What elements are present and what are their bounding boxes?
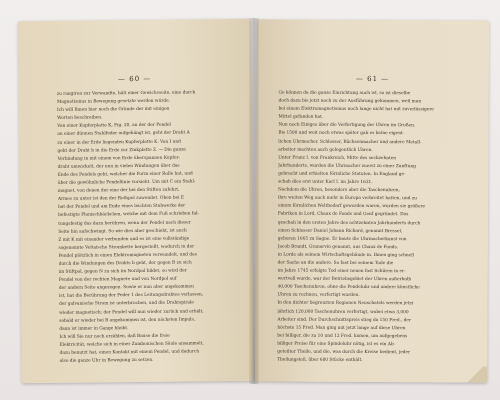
text-line: Magnetismus in Bewegung gesetzte werden würde. (56, 98, 171, 105)
text-line: tungsfestig das dazu berühren, wenn der Pendel nach dieser (58, 219, 191, 227)
text-line: höchste 15 Fred. Man ging mit jetzt lange auf diese Uhren (277, 325, 406, 331)
text-line: geht der Draht b in die Erde zur Zinkplatte Z. — Die ganze (57, 147, 186, 154)
text-line: geboren 1665 zu Sagne. Er baute die Uhrmacherkunst von (277, 236, 407, 242)
text-line: schah dies erst unter Karl I. im Jahre 1631. (278, 179, 373, 186)
text-line: Ich will Ihnen hier noch die Gründe der mit einigen (57, 106, 170, 114)
text-line: der Sache an die andere. So fast bei seinem Tode die (277, 260, 394, 267)
text-line: einem förmlichen Weltbedarf geworden waren, wurden sie größere (277, 203, 426, 210)
text-line: befestigte Planischbäckchen, welche mit dem Fuß schrieben fal- (58, 211, 199, 219)
text-line: jährlich 120,000 Taschenuhren verfertigt, wobei etwa 3,000 (277, 309, 409, 315)
text-line: der galvanische Strom ist unterbrochen, und die Drahtspirale (59, 300, 194, 308)
text-line: ist, hat die Berührung der Feder 1 des Leitungsdrahtes verlassen, (58, 292, 204, 300)
text-line: Fabriken in Lord, Chaux de Fonds und Genf gegründet. Das (277, 211, 409, 218)
text-line: geteilter Theile, und die, was durch die Kreise bedient, jeder (277, 349, 411, 356)
left-page (18, 19, 254, 383)
text-line: wertvoll wurde, war der Betriebsgebiet der Uhren außerhalb (277, 276, 412, 283)
text-line: Elektricität, welche sich in einer Zambonischen Säule ansammelt, (59, 341, 204, 348)
text-line: Ende des Pendels geht, welcher die Form einer Rolle hat, und (57, 171, 193, 178)
text-line: im Jahre 1745 erfolgte Tod einer neuen fast Schüren in er- (277, 268, 406, 275)
text-line: der andern Seite angezogen. Sowie er nun aber angekommen (58, 284, 194, 292)
text-line: billiger Preise für eine Spindeluhr nötig, ist es ein Ab- (277, 341, 396, 348)
text-line: Worten beschreiben. (57, 115, 103, 122)
text-line: bei einem Elektromagnetismus noch lange nicht hat mit zuverlässigere (278, 106, 434, 113)
text-line: Mittel gefunden hat. (278, 114, 324, 121)
text-line: gebracht und erhielten förmliche Statuten. In England ge- (278, 171, 406, 178)
left-page-number: — 60 — (117, 74, 152, 84)
text-line: geschah in den ersten Jahre des achtzehnten Jahrhunderts durch (277, 220, 421, 226)
text-line: Ich will Sie nur noch erzählen, daß Bause die freie (59, 333, 170, 340)
right-page (255, 19, 489, 382)
right-page-number: — 61 — (355, 74, 390, 84)
text-line: dann ist immer in Gange bleibt. (59, 325, 129, 332)
text-line: draht umwickelt, der nun in vielen Windungen über das (57, 163, 180, 170)
book-gutter (249, 18, 259, 384)
left-page-text (57, 89, 230, 366)
text-line: bei billiger, die zu 10 und 12 Fred. kamen, um aufgegebens (277, 333, 408, 339)
text-line: Nachdem die Uhren, besonders aber die Taschenuhren, (278, 187, 400, 194)
text-line: zu rangiren zur Verwandte, hält einer Gewichsseite, eine durch (56, 90, 196, 97)
text-line: Armes zu unter ist den der Rothpol zuwendet. Oben bei E (57, 195, 185, 203)
open-book (20, 14, 490, 394)
text-line: Arbeiter sind. Der Durchschnittspreis stieg da 150 Fred., der (277, 317, 412, 323)
text-line: einen Schlosser Daniel Johann Richard, genannt Bressel, (277, 228, 403, 234)
right-page-text (277, 90, 454, 366)
text-line: hat der Pendel und am Ende eines leichten Stabwerke der (58, 203, 186, 211)
text-line: an einer dünnen Stahlfeder aufgehängt ist, geht der Draht A (57, 130, 190, 138)
text-line: Uhren zu rechnen, verfertigt wurden. (277, 292, 360, 299)
text-line: Z mit K mit einander verbunden und es ist eine vollständige (58, 236, 190, 243)
text-line: zu einer in der Erde liegenden Kupferplatte K. Von I und (57, 139, 181, 146)
text-line: im Stiftpol, gegen N zu sich im Nordpol bildet, so wird der (58, 268, 187, 275)
text-line: sogenannte Voltaische Stromkette hergestellt, wodurch in der (58, 244, 195, 251)
text-line: Unter Franz I. von Frankreich, Mitte des sechzehnten (278, 155, 397, 161)
text-line: Nun noch Einiges über die Verfertigung der Uhren im Großen. (278, 122, 416, 129)
text-line: über die gewöhnliche Pendellinie vorsieht. Um mit C ein Stahl- (57, 179, 196, 186)
text-line: Verbindung in mit einem von Erde überspannen Kupfer- (57, 155, 181, 162)
text-line: durch die Windungen des Drahts b geht, der gegen B zu sich (58, 260, 192, 267)
text-line: Pendel von der rechten Magnete und von Nordpol auf (58, 276, 177, 283)
text-line: Bis 1500 und weit noch etwas später gab es keine eigent- (278, 130, 405, 137)
text-line: 40,000 Taschenuhren, ohne die Pendeluhr und andere künstliche (277, 284, 420, 291)
page-corner-fold (459, 366, 489, 382)
text-line: arbeiter machten auch gelegentlich Uhren. (278, 147, 373, 153)
text-line: Jahrhunderts, wurden die Uhrmacher zuerst zu einer Zunftung (278, 163, 416, 170)
text-line: sobald er wieder bei B angekommen ist, den nächsten Impuls, (59, 317, 196, 324)
text-line: magnet, von denen der eine der bei den Stiften zufehrt, (57, 187, 180, 194)
text-line: also die ganze Uhr in Bewegung zu setzen. (59, 357, 154, 364)
text-line: Theilungsteil, über 680 Stücke enthält. (277, 357, 363, 364)
text-line: in Lorde als seinem Wirtschaftsgebäude in. Ihnen ging schnell (277, 252, 414, 259)
text-line: Pendel plötzlich in einen Elektromagneten verwandelt, und das (58, 252, 197, 259)
text-line: lichen Uhrmacher. Schlosser, Büchsenmacher und andere Metall- (278, 139, 422, 145)
text-line: In den dichter begrenzten Regionen Neuschatels werden jetzt (277, 300, 414, 307)
text-line: Seite hin aufschwingt. So wie dies aber geschieht, ist auch (58, 228, 187, 235)
text-line: Von einer Kupferplatte K, Fig. 20, an der der Pendel (57, 123, 171, 130)
text-line: ihre weiten Weg auch mehr in Europa verbreitet hatten, und zu (278, 195, 417, 202)
text-line: doch dazu bis jetzt noch zu der Ausführung gekommen, weil man (278, 98, 422, 105)
text-line: dazu benutzt hat, einen Kontakt mit einem Pendel, und dadurch (59, 349, 200, 356)
text-line: wieder magnetisch; der Pendel will nun wieder zurück und erhält, (59, 308, 204, 316)
text-line: Ge können da die ganze Einrichtung auch ist, so ist dieselbe (278, 90, 411, 97)
text-line: Jacob Brandt, Granarvin genannt, aus Chaux de Fonds, (277, 244, 399, 250)
